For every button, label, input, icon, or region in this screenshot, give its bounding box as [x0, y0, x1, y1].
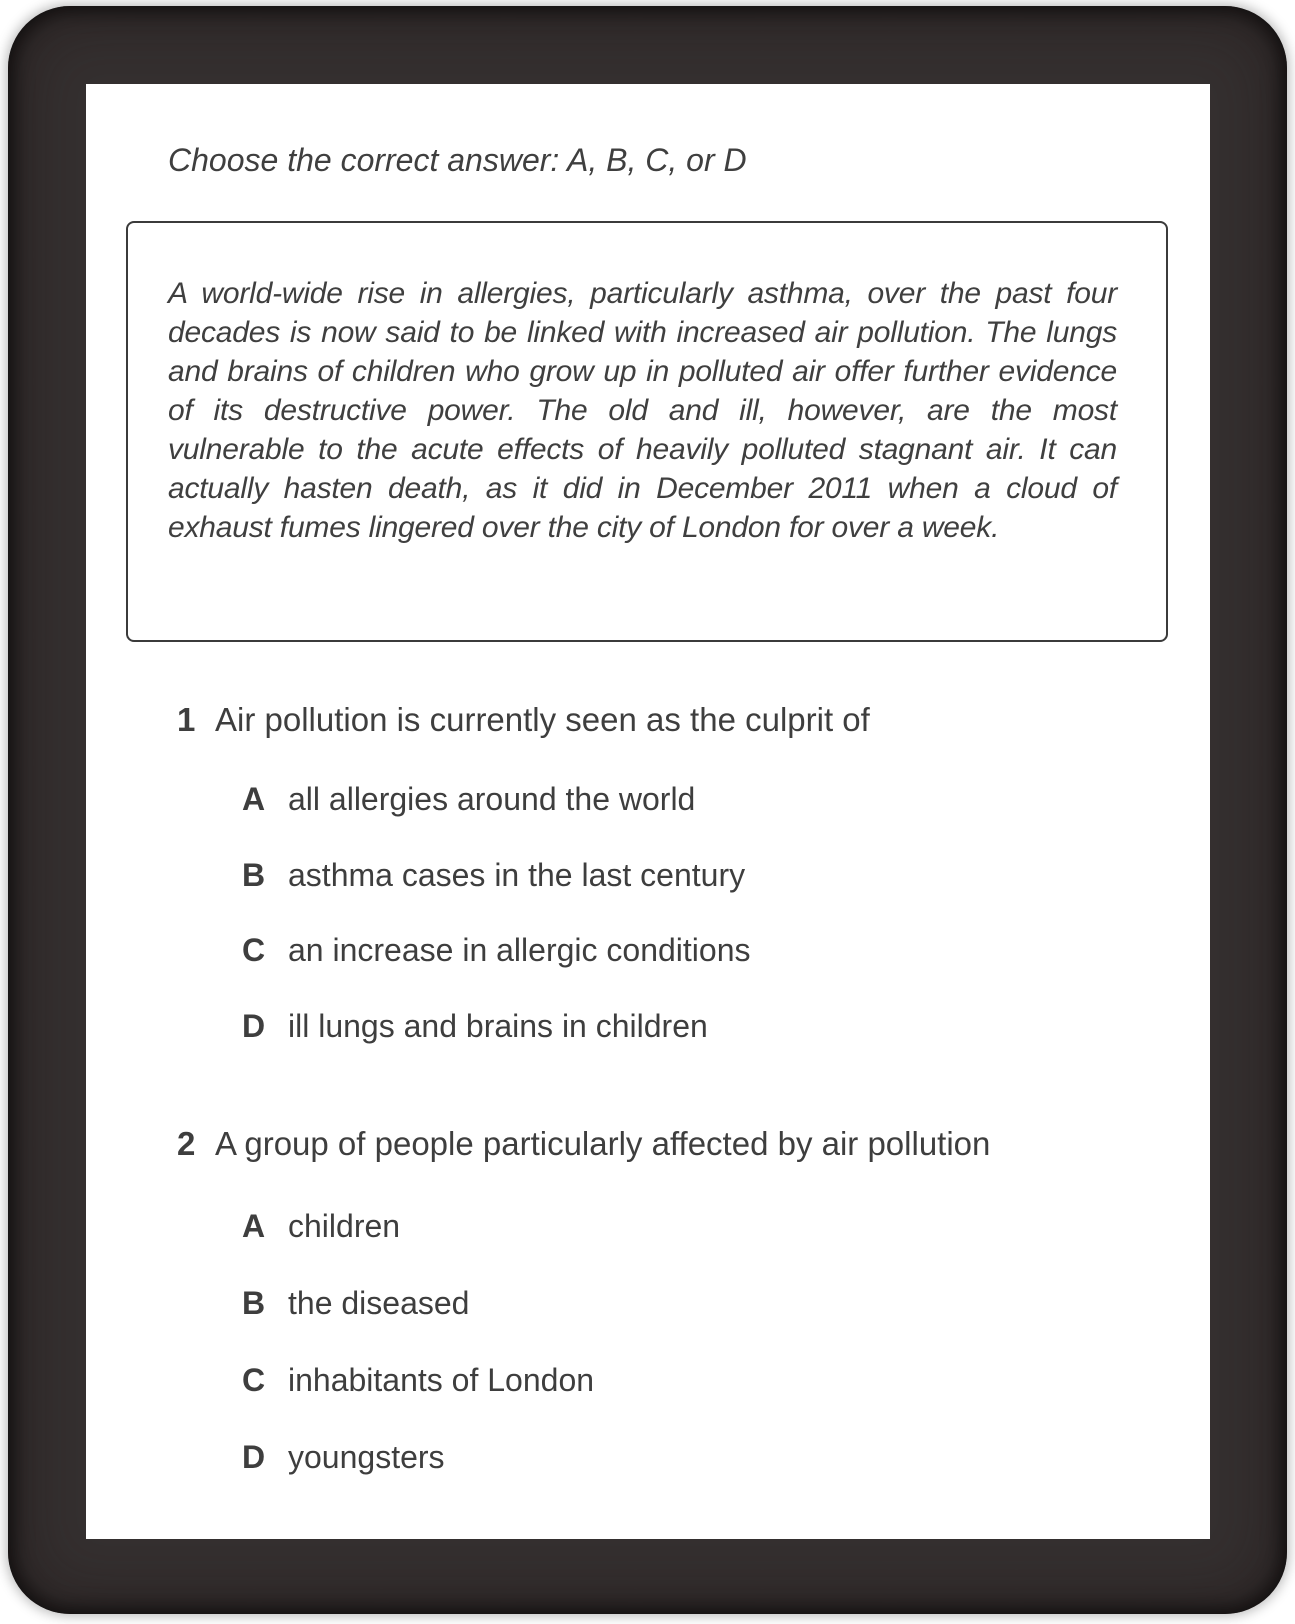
option-letter: A	[242, 781, 266, 817]
quiz-page	[86, 84, 1210, 1539]
option-text: children	[288, 1208, 401, 1244]
option-letter: B	[242, 857, 266, 893]
question-2-number: 2	[177, 1125, 196, 1162]
option-text: ill lungs and brains in children	[288, 1008, 708, 1044]
question-2	[177, 1124, 990, 1164]
option-text: inhabitants of London	[288, 1362, 595, 1398]
option-text: asthma cases in the last century	[288, 857, 746, 893]
question-2-option-c[interactable]	[242, 1360, 594, 1400]
option-text: the diseased	[288, 1285, 470, 1321]
option-text: all allergies around the world	[288, 781, 696, 817]
question-1	[177, 700, 870, 740]
question-1-option-a[interactable]	[242, 779, 695, 819]
option-letter: A	[242, 1208, 266, 1244]
question-1-option-c[interactable]	[242, 930, 750, 970]
option-letter: B	[242, 1285, 266, 1321]
option-letter: C	[242, 1362, 266, 1398]
option-letter: C	[242, 932, 266, 968]
option-text: an increase in allergic conditions	[288, 932, 751, 968]
question-2-text: A group of people particularly affected by air pollution	[215, 1125, 991, 1162]
question-1-text: Air pollution is currently seen as the culprit of	[215, 701, 870, 738]
question-1-option-d[interactable]	[242, 1006, 708, 1046]
instruction-text: Choose the correct answer: A, B, C, or D	[168, 142, 747, 178]
question-2-option-d[interactable]	[242, 1437, 445, 1477]
question-1-number: 1	[177, 701, 196, 738]
question-1-option-b[interactable]	[242, 855, 745, 895]
question-2-option-b[interactable]	[242, 1283, 469, 1323]
option-letter: D	[242, 1008, 266, 1044]
option-letter: D	[242, 1439, 266, 1475]
question-2-option-a[interactable]	[242, 1206, 400, 1246]
passage-text: A world-wide rise in allergies, particularly asthma, over the past four decades is now said to be linked with increased air pollution. The lungs and brains of children who grow up in polluted air offer further evidence of its destructive power. The old and ill, however, are the most vulnerable to the acute effects of heavily polluted stagnant air. It can actually hasten death, as it did in December 2011 when a cloud of exhaust fumes lingered over the city of London for over a week.	[168, 277, 1117, 544]
option-text: youngsters	[288, 1439, 445, 1475]
passage-box	[126, 221, 1168, 642]
device-frame	[8, 6, 1287, 1614]
